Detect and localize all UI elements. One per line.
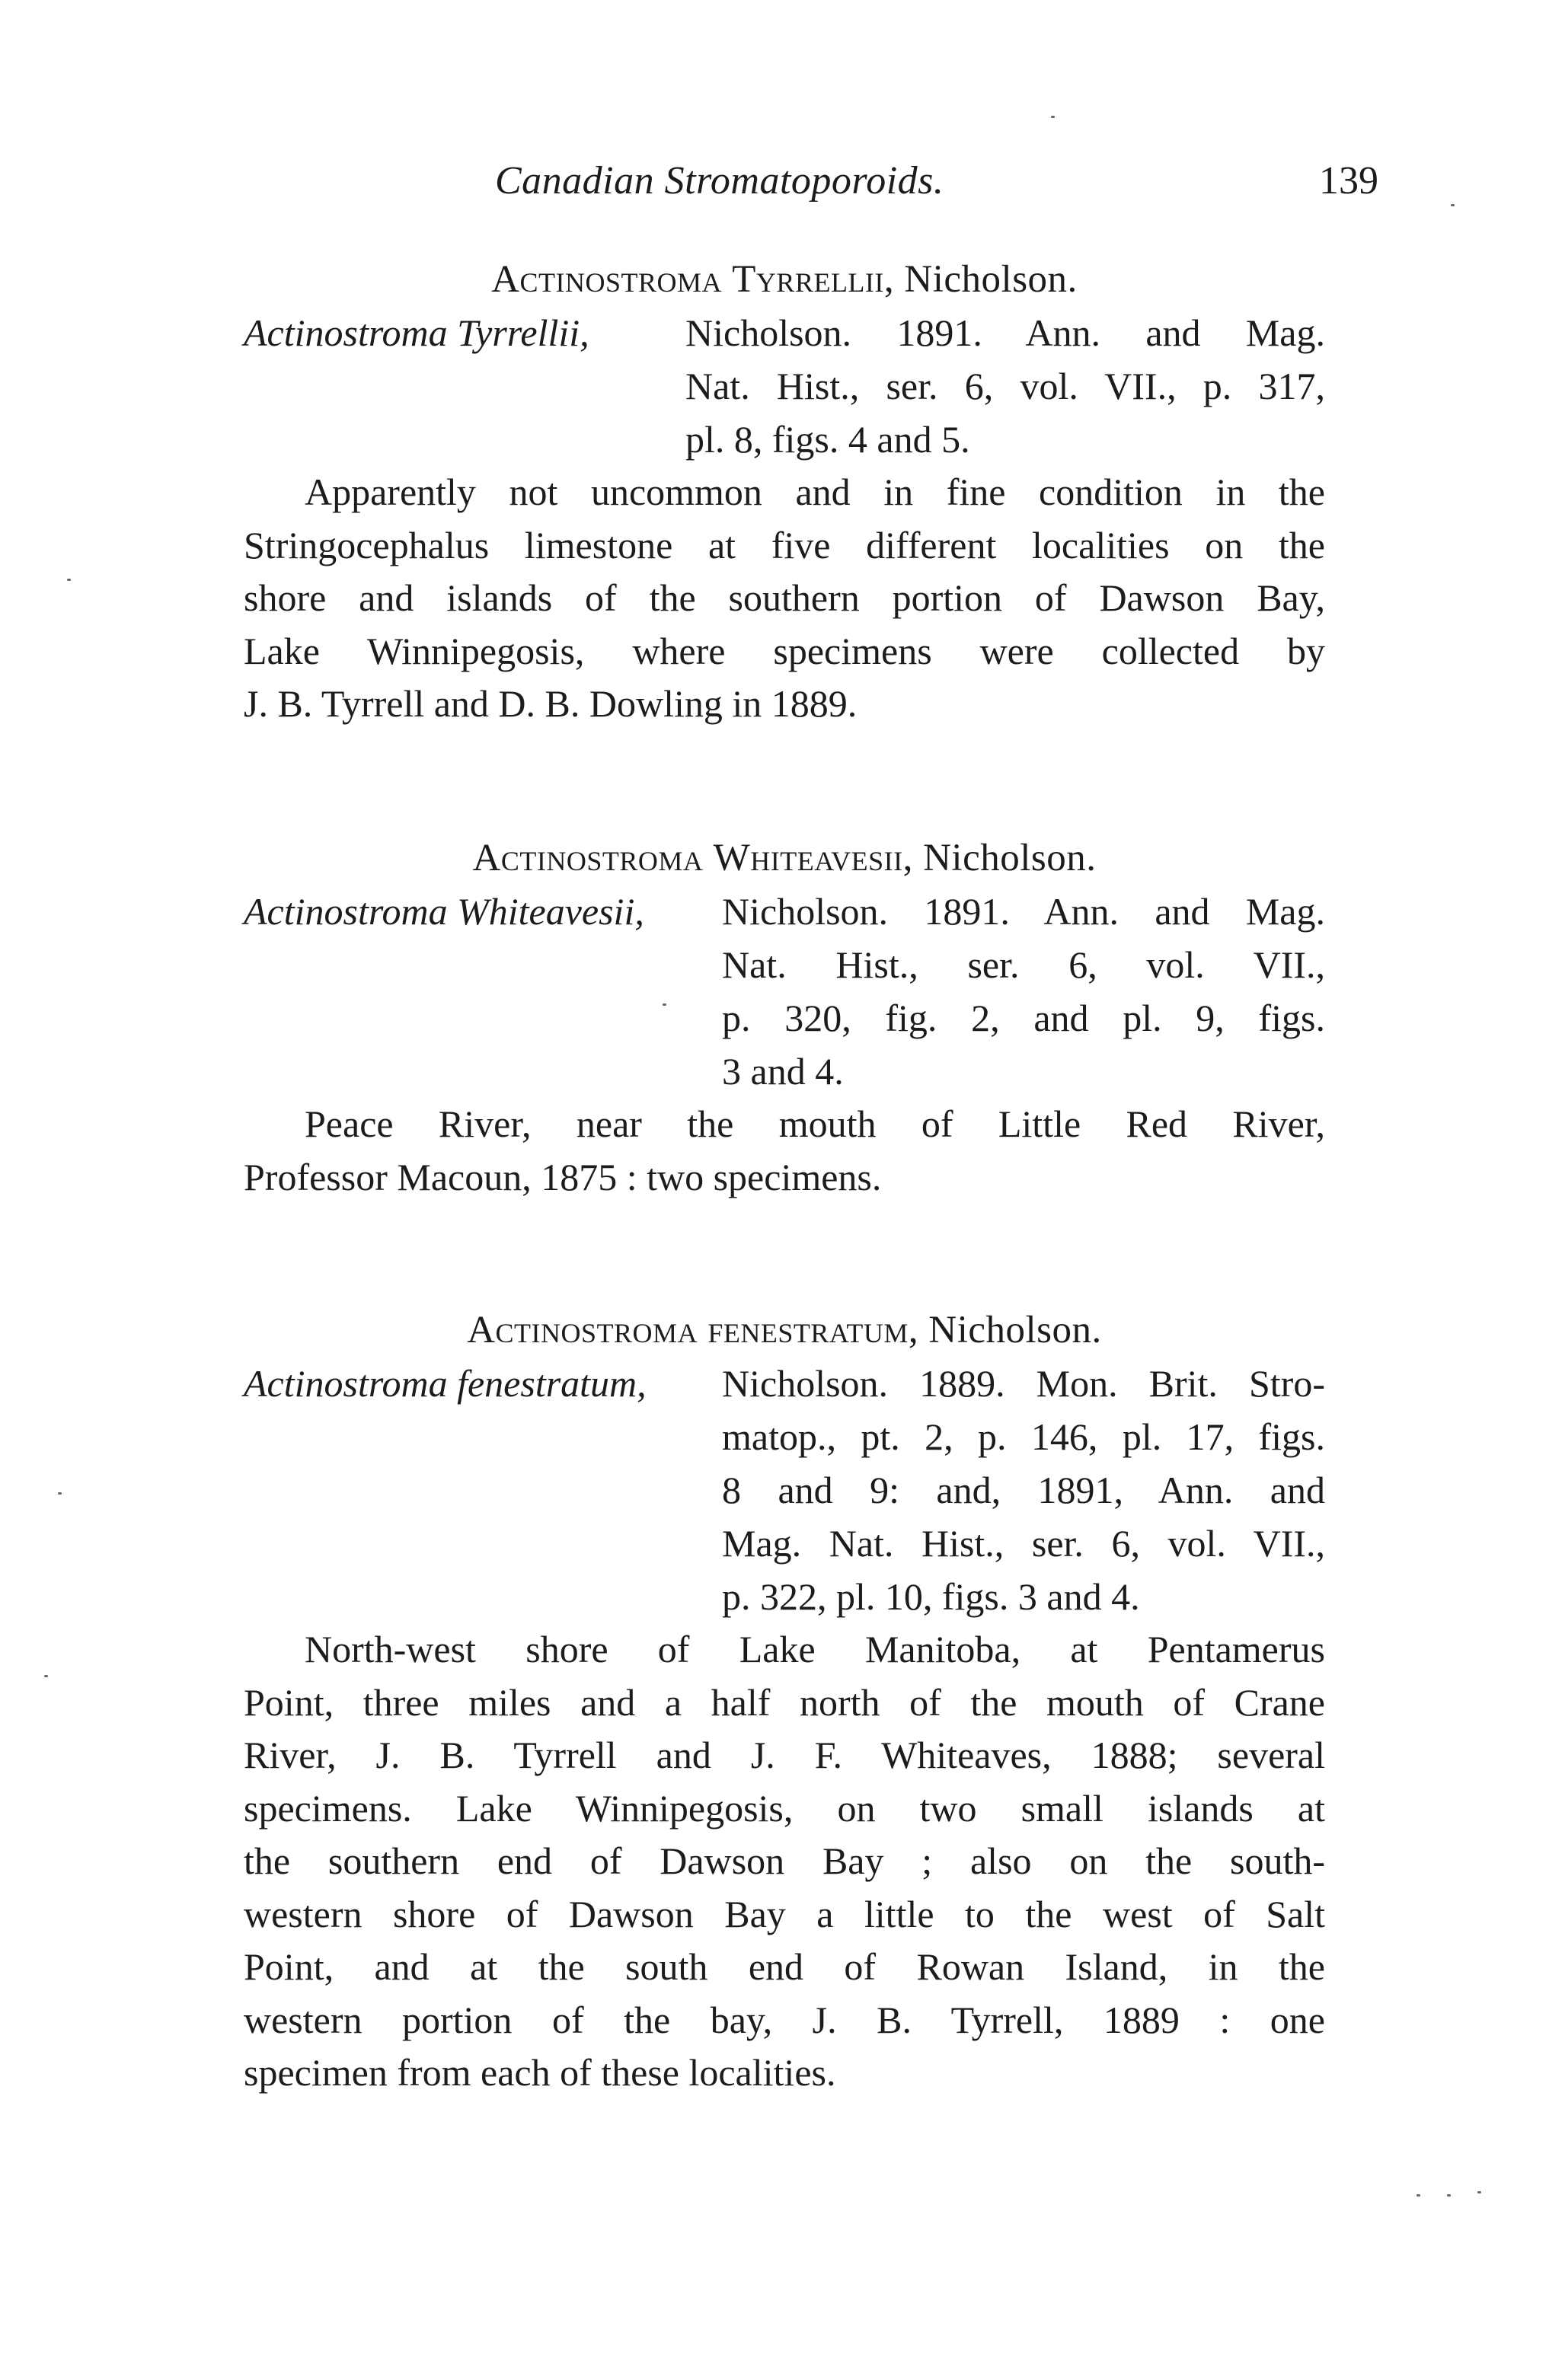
heading-author: , Nicholson. [883,258,1078,301]
synonymy-line: matop., pt. 2, p. 146, pl. 17, figs. [722,1415,1325,1458]
body-line: J. B. Tyrrell and D. B. Dowling in 1889. [244,682,858,725]
synonymy-reference [685,306,1325,466]
body-line: the southern end of Dawson Bay ; also on the south- [244,1839,1325,1882]
scan-speck [1051,116,1055,118]
synonymy-block [244,1357,1325,1623]
synonymy-line: Nicholson. 1891. Ann. and Mag. [685,311,1325,354]
locality-paragraph [244,466,1325,731]
heading-genus: Actinostroma [491,258,723,301]
synonymy-name: Actinostroma fenestratum, [244,1362,647,1405]
synonymy-line: Nat. Hist., ser. 6, vol. VII., p. 317, [685,365,1325,407]
synonymy-line: Nicholson. 1891. Ann. and Mag. [722,890,1325,933]
heading-species: fenestratum [707,1309,909,1351]
locality-paragraph [244,1623,1325,2100]
body-line: specimen from each of these localities. [244,2051,836,2094]
scan-speck [44,1675,48,1677]
species-entry-tyrrellii [244,253,1325,731]
synonymy-line: Nat. Hist., ser. 6, vol. VII., [722,943,1325,986]
running-title: Canadian Stromatoporoids. [495,159,944,203]
species-heading [244,831,1325,885]
heading-author: , Nicholson. [902,837,1097,879]
body-line: Point, three miles and a half north of the mouth of Crane [244,1680,1325,1724]
scan-speck [663,1003,666,1006]
synonymy-block [244,885,1325,1098]
species-heading [244,1303,1325,1357]
synonymy-line: Mag. Nat. Hist., ser. 6, vol. VII., [722,1522,1325,1565]
scan-speck [58,1492,62,1495]
synonymy-line: Nicholson. 1889. Mon. Brit. Stro- [722,1362,1325,1405]
species-entry-whiteavesii [244,831,1325,1204]
heading-genus: Actinostroma [467,1309,698,1351]
scan-speck [1416,2194,1420,2197]
body-line: Apparently not uncommon and in fine condition in the [305,471,1325,513]
synonymy-line: p. 320, fig. 2, and pl. 9, figs. [722,997,1325,1039]
body-line: western portion of the bay, J. B. Tyrrell, 1889 : one [244,1998,1325,2041]
synonymy-reference [722,885,1325,1098]
heading-species: Tyrrellii [732,258,884,301]
body-line: River, J. B. Tyrrell and J. F. Whiteaves, 1888; several [244,1734,1325,1776]
body-line: Point, and at the south end of Rowan Island, in the [244,1945,1325,1988]
synonymy-name: Actinostroma Tyrrellii, [244,311,589,354]
synonymy-line: 3 and 4. [722,1050,844,1093]
species-entry-fenestratum [244,1303,1325,2100]
body-line: North-west shore of Lake Manitoba, at Pentamerus [305,1628,1325,1670]
locality-paragraph [244,1098,1325,1204]
species-heading [244,253,1325,306]
synonymy-block [244,306,1325,466]
body-line: Peace River, near the mouth of Little Red River, [305,1102,1325,1145]
heading-author: , Nicholson. [908,1309,1102,1351]
body-line: western shore of Dawson Bay a little to the west of Salt [244,1892,1325,1935]
synonymy-reference [722,1357,1325,1623]
page-number: 139 [1319,159,1378,203]
body-line: specimens. Lake Winnipegosis, on two small islands at [244,1786,1325,1830]
scan-speck [1477,2191,1481,2193]
synonymy-line: p. 322, pl. 10, figs. 3 and 4. [722,1575,1140,1618]
synonymy-name: Actinostroma Whiteavesii, [244,890,644,933]
scan-speck [1451,204,1455,206]
body-line: Lake Winnipegosis, where specimens were collected by [244,629,1325,672]
scan-speck [1447,2194,1451,2197]
synonymy-line: 8 and 9: and, 1891, Ann. and [722,1469,1325,1511]
body-line: Stringocephalus limestone at five different localities on the [244,523,1325,566]
scan-speck [67,579,71,581]
heading-species: Whiteavesii [713,837,903,879]
running-head [244,158,1378,212]
heading-genus: Actinostroma [472,837,704,879]
body-line: shore and islands of the southern portion of Dawson Bay, [244,576,1325,619]
body-line: Professor Macoun, 1875 : two specimens. [244,1155,882,1198]
synonymy-line: pl. 8, figs. 4 and 5. [685,418,970,461]
